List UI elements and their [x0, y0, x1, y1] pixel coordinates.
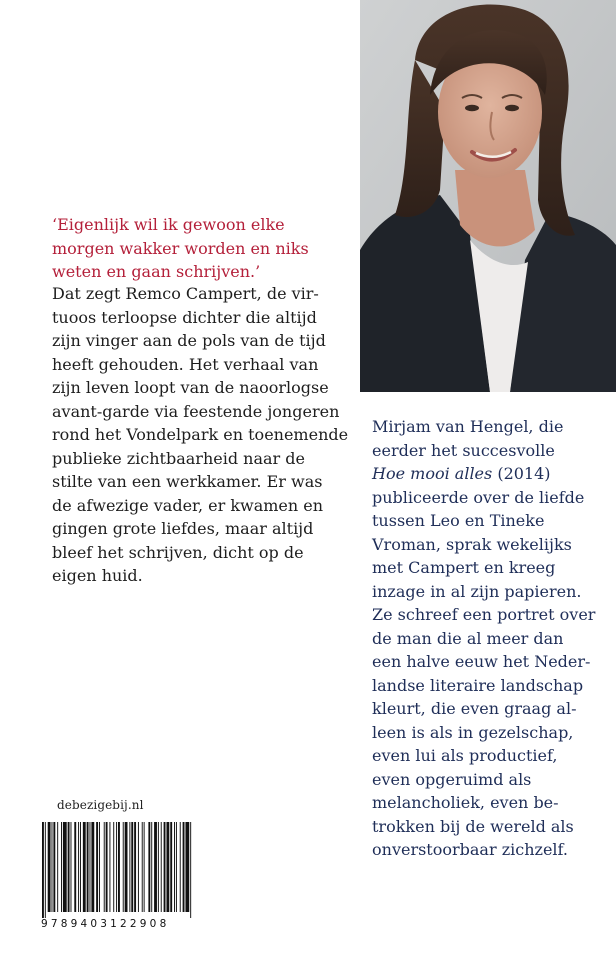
- author-portrait-image: [360, 0, 616, 392]
- barcode-bar: [154, 822, 157, 912]
- barcode-bar: [148, 822, 150, 912]
- barcode-bar: [63, 822, 67, 912]
- quote-line: morgen wakker worden en niks: [52, 238, 309, 258]
- barcode-bar: [180, 822, 181, 912]
- bio-line: landse literaire landschap: [372, 675, 584, 695]
- quote-line: ‘Eigenlijk wil ik gewoon elke: [52, 215, 285, 234]
- barcode-bar: [151, 822, 152, 912]
- blurb-line: heeft gehouden. Het verhaal van: [52, 354, 319, 374]
- bio-line: publiceerde over de liefde: [372, 487, 585, 507]
- barcode-bar: [183, 822, 185, 912]
- barcode-bar: [90, 822, 91, 912]
- barcode-bar: [78, 822, 79, 912]
- blurb-line: eigen huid.: [52, 566, 143, 585]
- barcode-bar: [91, 822, 94, 912]
- barcode-bar: [129, 822, 130, 912]
- barcode-bar: [74, 822, 76, 912]
- barcode-bar: [161, 822, 162, 912]
- bio-line: tussen Leo en Tineke: [372, 511, 545, 530]
- isbn-number: 9789403122908: [41, 918, 170, 930]
- barcode-bar: [52, 822, 53, 912]
- barcode-bar: [174, 822, 175, 912]
- barcode-bar: [71, 822, 72, 912]
- bio-line: even opgeruimd als: [372, 769, 532, 789]
- bio-line: trokken bij de wereld als: [372, 816, 574, 836]
- bio-line: met Campert en kreeg: [372, 558, 556, 577]
- barcode-bar: [96, 822, 98, 912]
- barcode-bars: [40, 822, 208, 918]
- barcode-bar: [125, 822, 128, 912]
- blurb-line: de afwezige vader, er kwamen en: [52, 495, 324, 515]
- barcode-bar: [134, 822, 136, 912]
- publisher-website: debezigebij.nl: [57, 798, 144, 812]
- blurb-line: rond het Vondelpark en toenemende: [52, 425, 349, 444]
- barcode-bar: [109, 822, 110, 912]
- bio-line: Ze schreef een portret over: [372, 605, 596, 624]
- bio-line: een halve eeuw het Neder-: [372, 652, 591, 671]
- book-title: Hoe mooi alles: [372, 464, 493, 483]
- blurb-left: [52, 282, 352, 588]
- barcode-bar: [176, 822, 177, 912]
- bio-line: eerder het succesvolle: [372, 440, 555, 460]
- barcode-bar: [164, 822, 166, 912]
- blurb-line: Dat zegt Remco Campert, de vir-: [52, 284, 319, 303]
- bio-line: melancholiek, even be-: [372, 793, 559, 812]
- bio-line: kleurt, die even graag al-: [372, 699, 577, 718]
- barcode-bar: [87, 822, 89, 912]
- author-bio: [372, 415, 604, 862]
- barcode-bar: [131, 822, 133, 912]
- bio-line: de man die al meer dan: [372, 628, 564, 648]
- barcode-bar: [80, 822, 81, 912]
- barcode-bar: [53, 822, 55, 912]
- barcode-bar: [185, 822, 189, 912]
- blurb-line: avant-garde via feestende jongeren: [52, 401, 340, 421]
- bio-line: Vroman, sprak wekelijks: [372, 534, 572, 554]
- bio-line: onverstoorbaar zichzelf.: [372, 840, 568, 859]
- barcode-bar: [48, 822, 51, 912]
- book-year: (2014): [492, 464, 551, 483]
- blurb-line: gingen grote liefdes, maar altijd: [52, 519, 314, 538]
- bio-line-with-title: [372, 462, 604, 486]
- author-photo: [360, 0, 616, 392]
- barcode-bar: [99, 822, 100, 912]
- quote-line: weten en gaan schrijven.’: [52, 262, 261, 281]
- barcode-bar: [113, 822, 114, 912]
- barcode-bar: [61, 822, 62, 912]
- blurb-line: zijn leven loopt van de naoorlogse: [52, 378, 329, 397]
- barcode-bar: [144, 822, 145, 912]
- barcode-bar: [68, 822, 70, 912]
- barcode-bar: [138, 822, 139, 912]
- barcode-bar: [190, 822, 191, 918]
- bio-line: Mirjam van Hengel, die: [372, 417, 564, 436]
- blurb-line: zijn vinger aan de pols van de tijd: [52, 331, 326, 350]
- barcode-bar: [83, 822, 86, 912]
- barcode-bar: [57, 822, 58, 912]
- bio-line: inzage in al zijn papieren.: [372, 581, 582, 601]
- barcode-bar: [42, 822, 44, 918]
- barcode-bar: [123, 822, 124, 912]
- barcode-bar: [158, 822, 159, 912]
- blurb-line: stilte van een werkkamer. Er was: [52, 472, 323, 491]
- barcode-bar: [118, 822, 120, 912]
- barcode-bar: [45, 822, 46, 918]
- barcode-bar: [104, 822, 105, 912]
- barcode-bar: [142, 822, 143, 912]
- blurb-line: tuoos terloopse dichter die altijd: [52, 307, 317, 327]
- barcode-bar: [170, 822, 172, 912]
- blurb-line: bleef het schrijven, dicht op de: [52, 542, 304, 562]
- blurb-line: publieke zichtbaarheid naar de: [52, 448, 305, 468]
- barcode-bar: [116, 822, 117, 912]
- bio-line: even lui als productief,: [372, 746, 558, 765]
- barcode-bar: [166, 822, 169, 912]
- pull-quote: [52, 213, 352, 284]
- bio-line: leen is als in gezelschap,: [372, 722, 574, 742]
- barcode-bar: [106, 822, 108, 912]
